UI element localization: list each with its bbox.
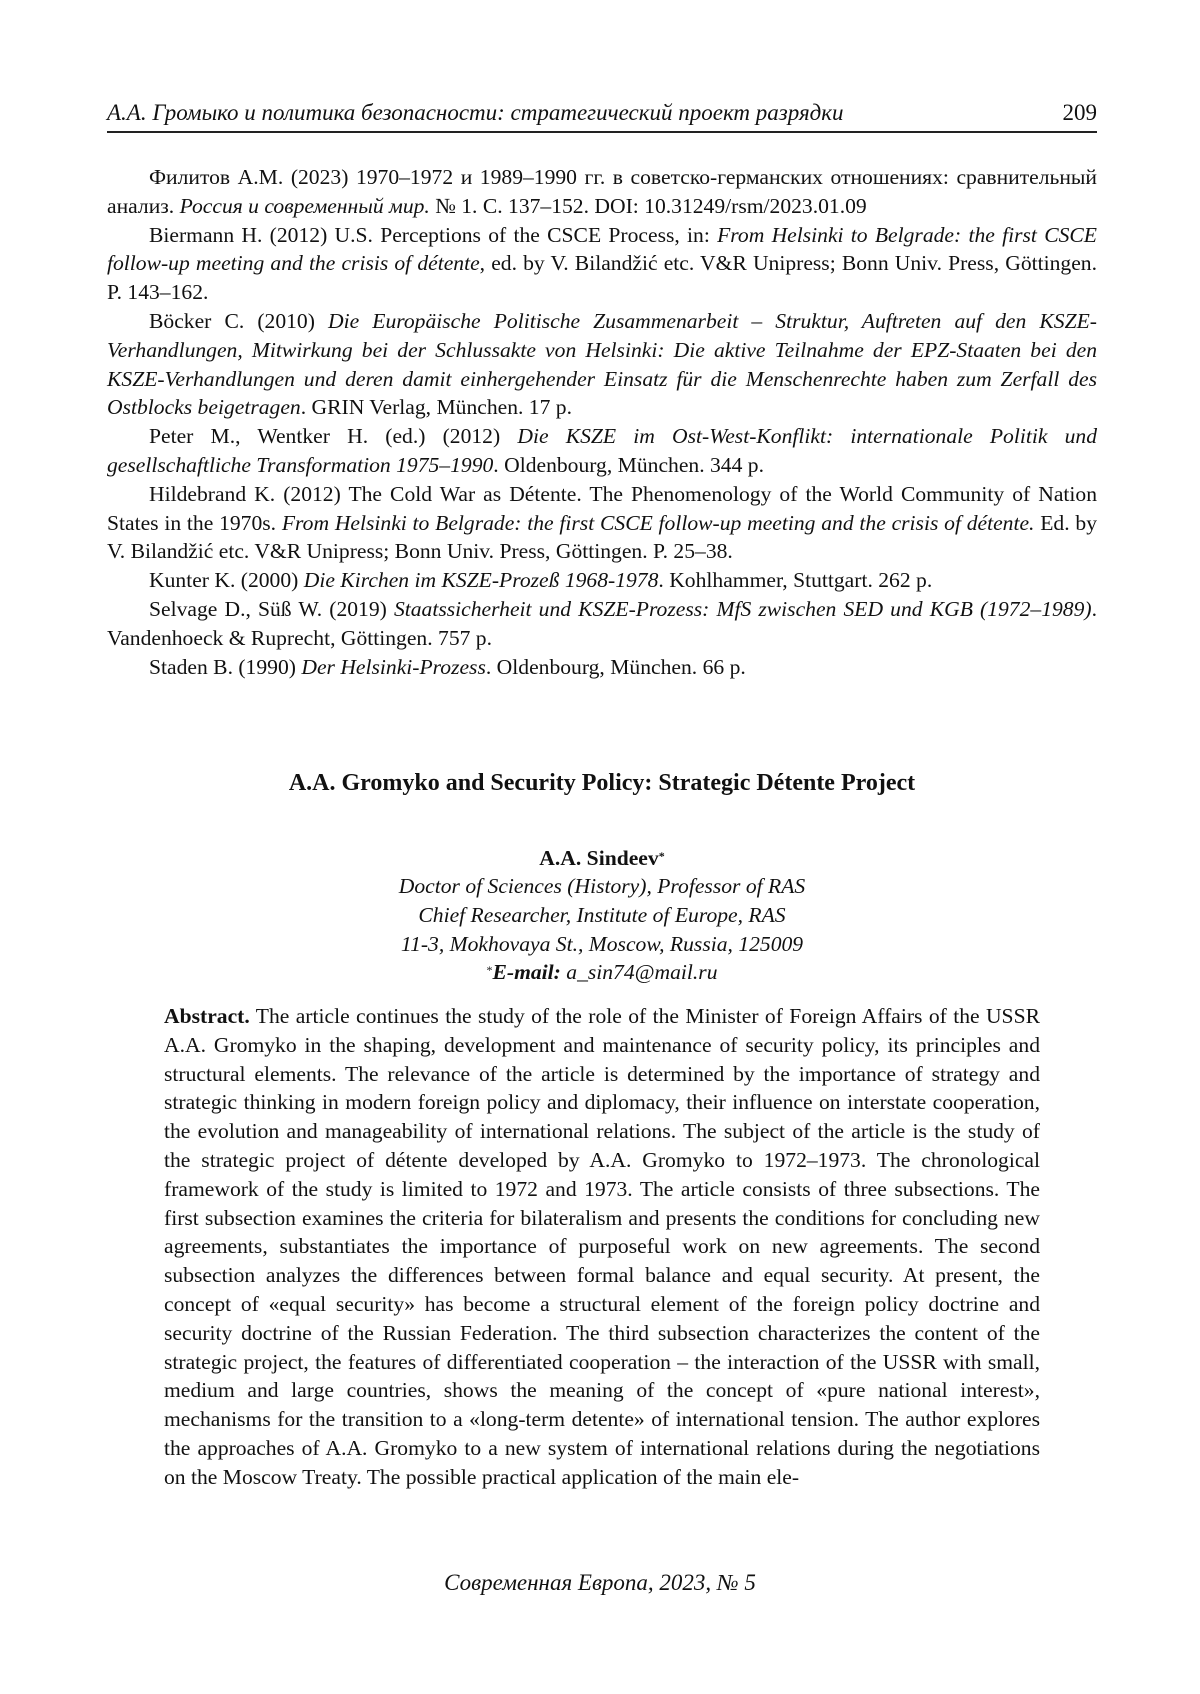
reference-text: . Oldenbourg, München. 66 p. — [485, 654, 746, 679]
author-footnote-mark: * — [658, 849, 665, 863]
author-email — [107, 958, 1097, 987]
journal-footer: Современная Европа, 2023, № 5 — [444, 1570, 756, 1595]
reference-text: Peter M., Wentker H. (ed.) (2012) — [149, 424, 518, 449]
reference-item — [107, 307, 1097, 422]
author-degree: Doctor of Sciences (History), Professor of RAS — [398, 874, 806, 898]
abstract-text: The article continues the study of the role of the Minister of Foreign Affairs of the USSR A.A. Gromyko in the shaping, development and maintenance of security policy, its principles and structural elements. The relevance of the article is determined by the importance of strategy and strategic thinking in modern foreign policy and diplomacy, their influence on interstate cooperation, the evolution and manageability of international relations. The subject of the article is the study of the strategic project of détente developed by A.A. Gromyko to 1972–1973. The chronological framework of the study is limited to 1972 and 1973. The article consists of three subsections. The first subsection examines the criteria for bilateralism and presents the conditions for concluding new agreements, substantiates the importance of purposeful work on new agreements. The second subsection analyzes the differences between formal balance and equal security. At present, the concept of «equal security» has become a structural element of the foreign policy doctrine and security doctrine of the Russian Federation. The third subsection characterizes the content of the strategic project, the features of differentiated cooperation – the interaction of the USSR with small, medium and large countries, shows the meaning of the concept of «pure national interest», mechanisms for the transition to a «long-term detente» of international tension. The author explores the approaches of A.A. Gromyko to a new system of international relations during the negotiations on the Moscow Treaty. The possible practical application of the main ele- — [164, 1004, 1040, 1489]
reference-text: Ed. by V. Bilandžić etc. V&R Unipress; Bonn Univ. Press, Göttingen. P. 25–38. — [107, 510, 1098, 564]
reference-text: Böcker C. (2010) — [149, 308, 329, 333]
reference-item — [107, 480, 1097, 566]
email-label: E-mail: — [492, 960, 561, 985]
email-address[interactable]: a_sin74@mail.ru — [566, 960, 718, 985]
english-title-block — [107, 768, 1097, 987]
email-footnote-mark: * — [486, 963, 493, 978]
reference-text: , ed. by V. Bilandžić etc. V&R Unipress; Bonn Univ. Press, Göttingen. P. 143–162. — [107, 251, 1097, 305]
reference-source: Die Europäische Politische Zusammenarbeit – Struktur, Auftreten auf den KSZE-Verhandlungen, Mitwirkung bei der Schlussakte von Helsinki: Die aktive Teilnahme der EPZ-Staaten bei den KSZE-Verhandlungen und deren damit einhergehender Einsatz für die Menschenrechte haben zum Zerfall des Ostblocks beigetragen — [107, 308, 1097, 420]
reference-source: From Helsinki to Belgrade: the first CSCE follow-up meeting and the crisis of détente — [107, 222, 1097, 276]
reference-source: Staatssicherheit und KSZE-Prozess: MfS zwischen SED und KGB (1972–1989) — [393, 596, 1092, 621]
article-title: A.A. Gromyko and Security Policy: Strategic Détente Project — [288, 770, 916, 796]
reference-text: Филитов А.М. (2023) 1970–1972 и 1989–1990 гг. в советско-германских отношениях: сравнительный анализ. — [107, 165, 1097, 218]
reference-item — [107, 595, 1097, 653]
reference-text: № 1. С. 137–152. DOI: 10.31249/rsm/2023.01.09 — [429, 193, 867, 218]
reference-text: . Kohlhammer, Stuttgart. 262 p. — [658, 568, 933, 593]
reference-text: Biermann H. (2012) U.S. Perceptions of the CSCE Process, in: — [149, 222, 718, 247]
reference-item — [107, 163, 1097, 221]
reference-source: From Helsinki to Belgrade: the first CSCE follow-up meeting and the crisis of détente. — [281, 510, 1035, 535]
running-header-title: А.А. Громыко и политика безопасности: стратегический проект разрядки — [107, 100, 844, 125]
reference-source: Der Helsinki-Prozess — [301, 654, 486, 679]
reference-source: Россия и современный мир. — [179, 193, 430, 218]
reference-item — [107, 566, 1097, 595]
reference-text: . Oldenbourg, München. 344 p. — [493, 452, 764, 477]
author-position: Chief Researcher, Institute of Europe, RAS — [418, 902, 786, 927]
reference-text: Selvage D., Süß W. (2019) — [149, 596, 394, 621]
reference-text: Staden B. (1990) — [149, 654, 302, 679]
reference-text: Hildebrand K. (2012) The Cold War as Détente. The Phenomenology of the World Community of Nation States in the 1970s. — [107, 481, 1097, 535]
reference-item — [107, 422, 1097, 480]
abstract — [164, 1002, 1040, 1492]
author-name-text: A.A. Sindeev — [539, 846, 659, 870]
author-name — [107, 844, 1097, 872]
reference-list — [107, 163, 1097, 681]
page-number: 209 — [1062, 100, 1097, 125]
reference-text: Kunter K. (2000) — [149, 568, 304, 593]
author-address: 11-3, Mokhovaya St., Moscow, Russia, 125009 — [400, 931, 804, 956]
reference-item — [107, 221, 1097, 307]
reference-source: Die Kirchen im KSZE-Prozeß 1968-1978 — [303, 568, 659, 593]
reference-item — [107, 653, 1097, 682]
reference-text: . Vandenhoeck & Ruprecht, Göttingen. 757 p. — [107, 596, 1097, 650]
abstract-label: Abstract. — [164, 1004, 250, 1028]
reference-text: . GRIN Verlag, München. 17 p. — [300, 395, 572, 420]
running-header — [107, 100, 1097, 133]
reference-source: Die KSZE im Ost-West-Konflikt: internationale Politik und gesellschaftliche Transformation 1975–1990 — [107, 424, 1097, 477]
